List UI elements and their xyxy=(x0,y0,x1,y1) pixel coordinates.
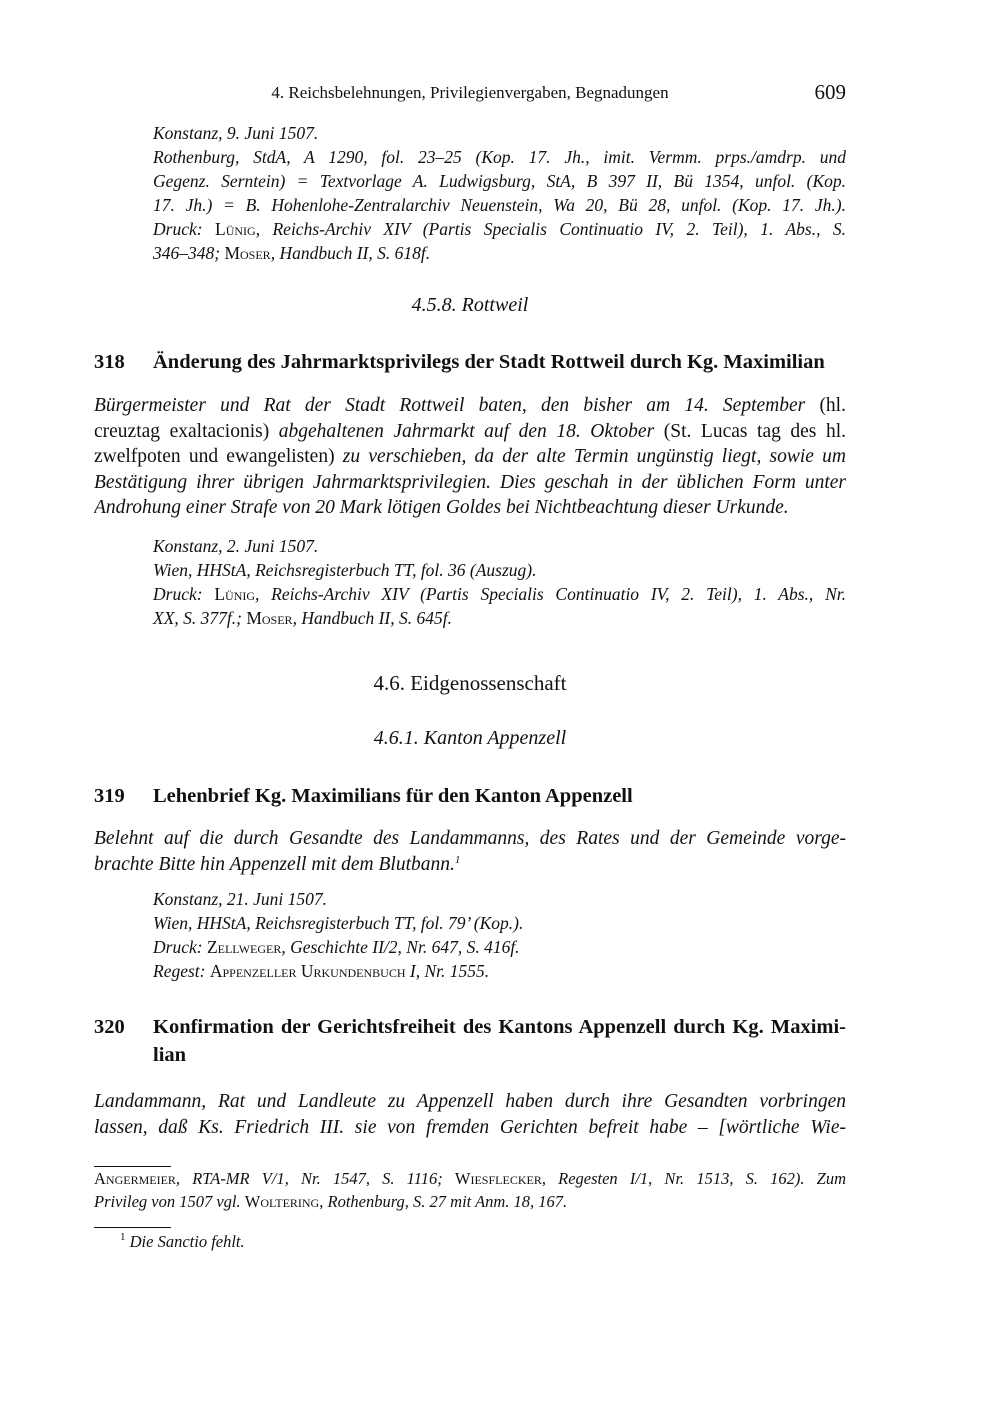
citation: , Handbuch II, S. 618f. xyxy=(270,243,431,263)
archive-line: Rothenburg, StdA, A 1290, fol. 23–25 (Kop. 17. Jh., imit. Vermm. prps./amdrp. und xyxy=(153,147,846,167)
archive-line: 17. Jh.) = B. Hohenlohe-Zentralarchiv Neuenstein, Wa 20, Bü 28, unfol. (Kop. 17. Jh.). xyxy=(153,195,846,215)
footnote-ref[interactable]: 1 xyxy=(454,853,461,866)
entry-318-sources xyxy=(153,534,846,630)
archive-line: Wien, HHStA, Reichsregisterbuch TT, fol. 36 (Auszug). xyxy=(153,560,537,580)
druck-line xyxy=(153,606,846,630)
citation: , Handbuch II, S. 645f. xyxy=(292,608,452,628)
druck-label: Druck: xyxy=(153,937,203,957)
entry-title: Änderung des Jahrmarktsprivilegs der Stadt Rottweil durch Kg. Maximilian xyxy=(153,351,825,373)
druck-line xyxy=(153,935,846,959)
druck-line xyxy=(153,217,846,241)
summary-line: Bestätigung ihrer übrigen Jahrmarktsprivilegien. Dies geschah in der üblichen Form unter xyxy=(94,471,846,493)
subsection-title: 4.6.1. Kanton Appenzell xyxy=(373,727,567,749)
druck-line xyxy=(153,582,846,606)
continued-footnote: Angermeier, RTA-MR V/1, Nr. 1547, S. 1116; Wiesflecker, Regesten I/1, Nr. 1513, S. 162). Zum Privileg von 1507 vgl. Woltering, Rothenburg, S. 27 mit Anm. 18, 167. xyxy=(94,1169,846,1211)
citation: , Reichs-Archiv XIV (Partis Specialis Continuatio IV, 2. Teil), 1. Abs., S. xyxy=(255,219,846,239)
archive-line: Gegenz. Serntein) = Textvorlage A. Ludwigsburg, StA, B 397 II, Bü 1354, unfol. (Kop. xyxy=(153,171,846,191)
author-name: Zellweger xyxy=(206,937,282,957)
footnote-rule xyxy=(94,1227,171,1228)
citation: I, Nr. 1555. xyxy=(405,961,490,981)
author-name: Lünig xyxy=(215,219,256,239)
citation: 346–348; xyxy=(153,243,221,263)
citation: , Reichs-Archiv XIV (Partis Specialis Continuatio IV, 2. Teil), 1. Abs., Nr. xyxy=(255,584,846,604)
entry-heading-319 xyxy=(94,782,846,810)
source-date: Konstanz, 21. Juni 1507. xyxy=(153,889,328,909)
entry-319-sources xyxy=(153,887,846,983)
druck-line xyxy=(153,241,846,265)
summary-line: Bürgermeister und Rat der Stadt Rottweil baten, den bisher am 14. September (hl. xyxy=(94,395,846,416)
source-date: Konstanz, 9. Juni 1507. xyxy=(153,123,319,143)
entry-number: 320 xyxy=(94,1016,125,1038)
entry-318-summary xyxy=(94,393,846,521)
entry-319-summary xyxy=(94,826,846,877)
citation: , Geschichte II/2, Nr. 647, S. 416f. xyxy=(281,937,520,957)
summary-line: zwelfpoten und ewangelisten) zu verschieben, da der alte Termin ungünstig liegt, sowie um xyxy=(94,446,846,467)
entry-title: Konfirmation der Gerichtsfreiheit des Kantons Appenzell durch Kg. Maximi- lian xyxy=(153,1016,846,1066)
summary-line: Belehnt auf die durch Gesandte des Landammanns, des Rates und der Gemeinde vorge- xyxy=(94,828,846,849)
author-name: Wiesflecker xyxy=(454,1169,542,1188)
entry-title: Lehenbrief Kg. Maximilians für den Kanton Appenzell xyxy=(153,785,633,807)
prev-entry-sources xyxy=(153,121,846,265)
druck-label: Druck: xyxy=(153,219,203,239)
entry-number: 318 xyxy=(94,351,125,373)
subsection-title: 4.5.8. Rottweil xyxy=(411,294,529,316)
section-title: 4.6. Eidgenossenschaft xyxy=(373,671,567,695)
footnote-1 xyxy=(120,1230,872,1253)
summary-line: Landammann, Rat und Landleute zu Appenzell haben durch ihre Gesandten vorbringen xyxy=(94,1091,846,1112)
author-name: Moser xyxy=(224,243,271,263)
footnote-text: Die Sanctio fehlt. xyxy=(129,1232,245,1251)
entry-320-summary xyxy=(94,1089,846,1140)
entry-number: 319 xyxy=(94,785,125,807)
summary-line: creuztag exaltacionis) abgehaltenen Jahrmarkt auf den 18. Oktober (St. Lucas tag des hl. xyxy=(94,420,846,442)
regest-line xyxy=(153,959,846,983)
author-name: Woltering xyxy=(244,1192,320,1211)
footnote-marker: 1 xyxy=(120,1231,126,1243)
summary-line: lassen, daß Ks. Friedrich III. sie von fremden Gerichten befreit habe – [wörtliche Wie- xyxy=(94,1116,846,1138)
citation: XX, S. 377f.; xyxy=(153,608,242,628)
page-number: 609 xyxy=(814,80,846,104)
running-head xyxy=(94,80,846,106)
author-name: Moser xyxy=(246,608,293,628)
author-name: Lünig xyxy=(214,584,256,604)
source-date: Konstanz, 2. Juni 1507. xyxy=(153,536,319,556)
author-name: Angermeier xyxy=(94,1169,176,1188)
entry-heading-320 xyxy=(94,1013,846,1069)
entry-heading-318 xyxy=(94,348,846,376)
author-name: Appenzeller Urkundenbuch xyxy=(209,961,406,981)
summary-line: Androhung einer Strafe von 20 Mark lötigen Goldes bei Nichtbeachtung dieser Urkunde. xyxy=(94,497,789,518)
running-title: 4. Reichsbelehnungen, Privilegienvergaben, Begnadungen xyxy=(271,83,669,102)
regest-label: Regest: xyxy=(153,961,206,981)
druck-label: Druck: xyxy=(153,584,203,604)
summary-line: brachte Bitte hin Appenzell mit dem Blutbann.$^1$ xyxy=(94,853,461,875)
archive-line: Wien, HHStA, Reichsregisterbuch TT, fol. 79’ (Kop.). xyxy=(153,913,524,933)
